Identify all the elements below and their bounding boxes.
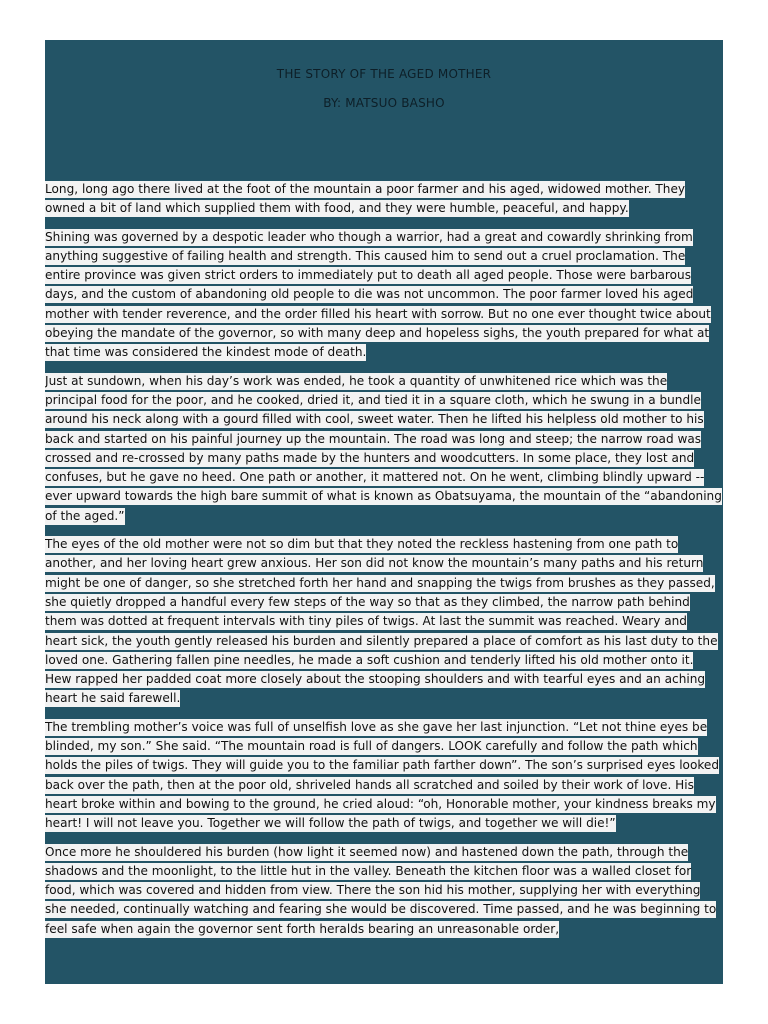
- paragraph-text: Once more he shouldered his burden (how light it seemed now) and hastened down the path, through the shadows and the moonlight, to the little hut in the valley. Beneath the kitchen floor was a walled closet for food, which was covered and hidden from view. There the son hid his mother, supplying her with everything she needed, continually watching and fearing she would be discovered. Time passed, and he was beginning to feel safe when again the governor sent forth heralds bearing an unreasonable order,: [45, 844, 717, 936]
- paragraph-4: [45, 535, 723, 709]
- paragraph-text: The eyes of the old mother were not so dim but that they noted the reckless hastening from one path to another, and her loving heart grew anxious. Her son did not know the mountain’s many paths and his return might be one of danger, so she stretched forth her hand and snapping the twigs from brushes as they passed, she quietly dropped a handful every few steps of the way so that as they climbed, the narrow path behind them was dotted at frequent intervals with tiny piles of twigs. At last the summit was reached. Weary and heart sick, the youth gently released his burden and silently prepared a place of comfort as his last duty to the loved one. Gathering fallen pine needles, he made a soft cushion and tenderly lifted his old mother onto it. Hew rapped her padded coat more closely about the stooping shoulders and with tearful eyes and an aching heart he said farewell.: [45, 537, 718, 706]
- document-header: [45, 40, 723, 110]
- paragraph-1: [45, 180, 723, 219]
- story-body: [45, 180, 723, 948]
- paragraph-3: [45, 372, 723, 526]
- paragraph-5: [45, 718, 723, 834]
- document-page: [45, 40, 723, 984]
- author-byline: BY: MATSUO BASHO: [323, 96, 445, 110]
- paragraph-text: Long, long ago there lived at the foot of the mountain a poor farmer and his aged, widowed mother. They owned a bit of land which supplied them with food, and they were humble, peaceful, and happy.: [45, 182, 686, 216]
- paragraph-text: The trembling mother’s voice was full of unselfish love as she gave her last injunction. “Let not thine eyes be blinded, my son.” She said. “The mountain road is full of dangers. LOOK carefully and follow the path which holds the piles of twigs. They will guide you to the familiar path farther down”. The son’s surprised eyes looked back over the path, then at the poor old, shriveled hands all scratched and soiled by their work of love. His heart broke within and bowing to the ground, he cried aloud: “oh, Honorable mother, your kindness breaks my heart! I will not leave you. Together we will follow the path of twigs, and together we will die!”: [45, 719, 720, 831]
- paragraph-text: Just at sundown, when his day’s work was ended, he took a quantity of unwhitened rice which was the principal food for the poor, and he cooked, dried it, and tied it in a square cloth, which he swung in a bundle around his neck along with a gourd filled with cool, sweet water. Then he lifted his helpless old mother to his back and started on his painful journey up the mountain. The road was long and steep; the narrow road was crossed and re-crossed by many paths made by the hunters and woodcutters. In some place, they lost and confuses, but he gave no heed. One path or another, it mattered not. On he went, climbing blindly upward -- ever upward towards the high bare summit of what is known as Obatsuyama, the mountain of the “abandoning of the aged.”: [45, 373, 722, 523]
- paragraph-6: [45, 843, 723, 939]
- story-title: THE STORY OF THE AGED MOTHER: [276, 67, 492, 81]
- paragraph-2: [45, 228, 723, 363]
- paragraph-text: Shining was governed by a despotic leader who though a warrior, had a great and cowardly shrinking from anything suggestive of failing health and strength. This caused him to send out a cruel proclamation. The entire province was given strict orders to immediately put to death all aged people. Those were barbarous days, and the custom of abandoning old people to die was not uncommon. The poor farmer loved his aged mother with tender reverence, and the order filled his heart with sorrow. But no one ever thought twice about obeying the mandate of the governor, so with many deep and hopeless sighs, the youth prepared for what at that time was considered the kindest mode of death.: [45, 229, 711, 360]
